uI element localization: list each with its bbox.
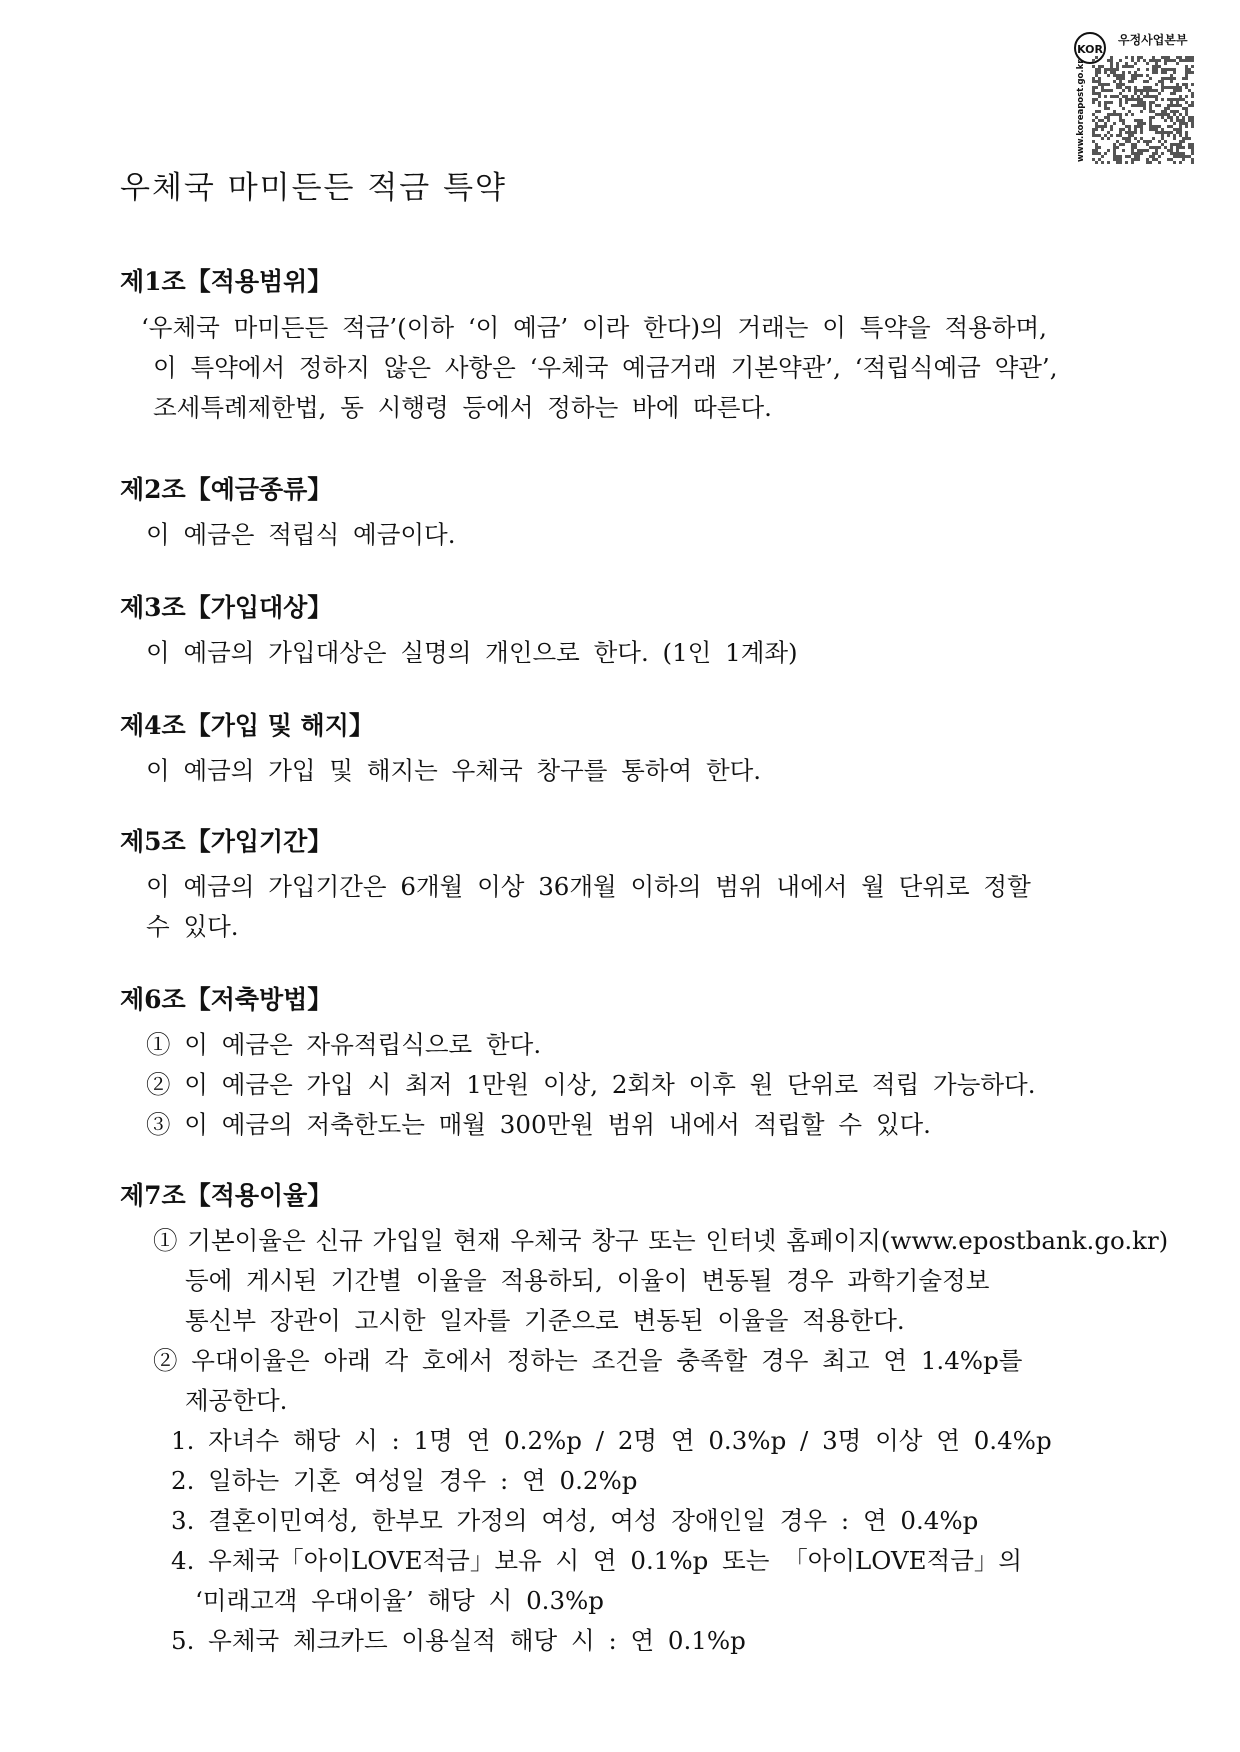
- article-line: 이 특약에서 정하지 않은 사항은 ‘우체국 예금거래 기본약관’, ‘적립식예금 약관’,: [153, 353, 1058, 382]
- article-line: 조세특례제한법, 동 시행령 등에서 정하는 바에 따른다.: [153, 393, 772, 422]
- article-line: 통신부 장관이 고시한 일자를 기준으로 변동된 이율을 적용한다.: [185, 1306, 905, 1335]
- kor-logo-icon: [1075, 33, 1105, 63]
- article-line: ③ 이 예금의 저축한도는 매월 300만원 범위 내에서 적립할 수 있다.: [146, 1110, 931, 1139]
- article-line: 4. 우체국「아이LOVE적금」보유 시 연 0.1%p 또는 「아이LOVE적금」의: [171, 1546, 1023, 1575]
- article-heading: 제7조【적용이율】: [120, 1181, 333, 1210]
- article-heading: 제4조【가입 및 해지】: [120, 711, 374, 740]
- vertical-url: www.koreapost.go.kr: [1076, 59, 1086, 162]
- page-title: 우체국 마미든든 적금 특약: [120, 170, 507, 206]
- article-line: 제공한다.: [185, 1386, 288, 1415]
- article-line: 등에 게시된 기간별 이율을 적용하되, 이율이 변동될 경우 과학기술정보: [185, 1266, 990, 1295]
- article-line: ① 기본이율은 신규 가입일 현재 우체국 창구 또는 인터넷 홈페이지(www.epostbank.go.kr): [153, 1226, 1169, 1255]
- article-heading: 제2조【예금종류】: [120, 475, 333, 504]
- article-line: 이 예금의 가입 및 해지는 우체국 창구를 통하여 한다.: [146, 756, 762, 785]
- article-heading: 제5조【가입기간】: [120, 827, 333, 856]
- logo-text: KOR: [1077, 43, 1103, 56]
- article-line: 이 예금의 가입대상은 실명의 개인으로 한다. (1인 1계좌): [146, 638, 798, 667]
- article-line: ‘우체국 마미든든 적금’(이하 ‘이 예금’ 이라 한다)의 거래는 이 특약을 적용하며,: [141, 313, 1047, 342]
- article-line: 3. 결혼이민여성, 한부모 가정의 여성, 여성 장애인일 경우 : 연 0.4%p: [171, 1506, 979, 1535]
- article-line: ‘미래고객 우대이율’ 해당 시 0.3%p: [195, 1586, 604, 1615]
- article-line: 2. 일하는 기혼 여성일 경우 : 연 0.2%p: [171, 1466, 638, 1495]
- article-line: ② 우대이율은 아래 각 호에서 정하는 조건을 충족할 경우 최고 연 1.4%p를: [153, 1346, 1023, 1375]
- header-badge: [1070, 30, 1198, 166]
- article-line: 수 있다.: [146, 912, 239, 941]
- article-line: 이 예금은 적립식 예금이다.: [146, 520, 456, 549]
- article-heading: 제3조【가입대상】: [120, 593, 333, 622]
- badge-graphic: [1070, 30, 1198, 166]
- article-line: 1. 자녀수 해당 시 : 1명 연 0.2%p / 2명 연 0.3%p / 3명 이상 연 0.4%p: [171, 1426, 1052, 1455]
- article-line: ① 이 예금은 자유적립식으로 한다.: [146, 1030, 542, 1059]
- org-name: 우정사업본부: [1118, 33, 1188, 47]
- article-line: 이 예금의 가입기간은 6개월 이상 36개월 이하의 범위 내에서 월 단위로 정할: [146, 872, 1031, 901]
- article-heading: 제1조【적용범위】: [120, 267, 333, 296]
- qr-pattern-icon: [1092, 56, 1194, 164]
- article-line: ② 이 예금은 가입 시 최저 1만원 이상, 2회차 이후 원 단위로 적립 가능하다.: [146, 1070, 1036, 1099]
- article-heading: 제6조【저축방법】: [120, 985, 333, 1014]
- article-line: 5. 우체국 체크카드 이용실적 해당 시 : 연 0.1%p: [171, 1626, 746, 1655]
